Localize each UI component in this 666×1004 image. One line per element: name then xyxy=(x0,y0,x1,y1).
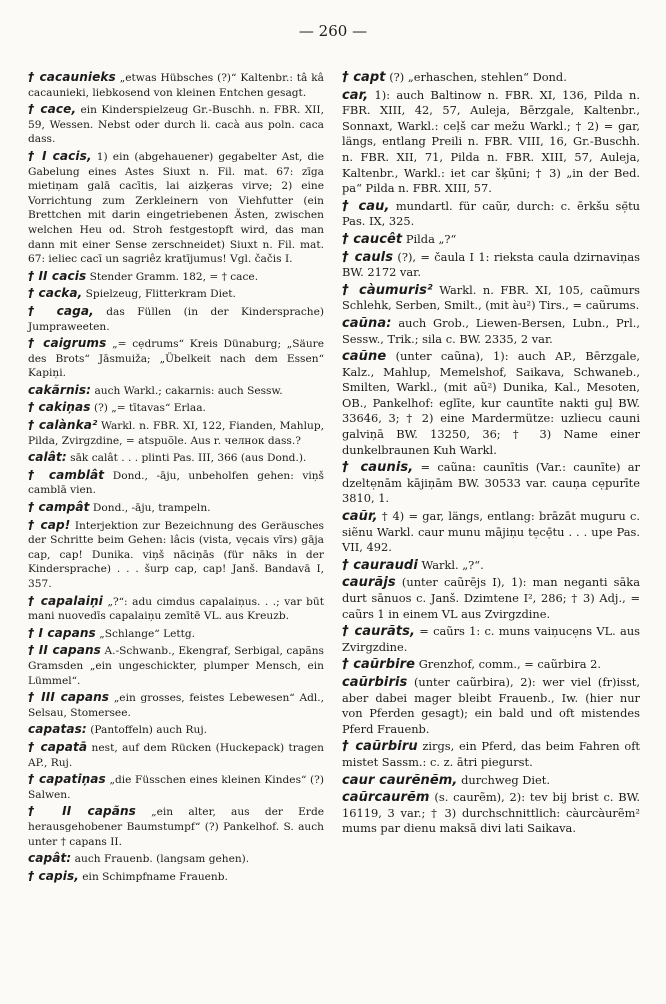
entry-body: 1): auch Baltinow n. FBR. XI, 136, Pilda n. FBR. XIII, 42, 57, Auleja, Bērzgale, Kaltenbr., Sonnaxt, Warkl.: ceļš car mežu Warkl.; † 2) = gar, längs, entlang Preili n. FBR. VIII, 16, Gr.-Buschh. n. FBR. XII, 71, Pilda n. FBR. XIII, 57, Auleja, Kaltenbr., Warkl.: iet car šķūni; † 3) „in der Bed. pa“ Pilda n. FBR. XIII, 57. xyxy=(342,87,640,196)
entry-headword: caũrcaurẽm xyxy=(342,790,430,806)
entry-body: „= cẹdrums“ Kreis Dünaburg; „Säure des Brots“ Jāsmuiža; „Übelkeit nach dem Essen“ Kapiņi. xyxy=(28,338,324,380)
entry-headword: † capt xyxy=(342,70,386,85)
dictionary-entry xyxy=(342,88,640,197)
entry-headword: † III capans xyxy=(28,690,110,705)
entry-body: Dond., -āju, unbeholfen gehen: viņš camblā vien. xyxy=(28,469,324,497)
dictionary-entry xyxy=(28,336,324,381)
entry-headword: calât: xyxy=(28,450,67,465)
entry-body: Grenzhof, comm., = caũrbira 2. xyxy=(415,657,602,672)
entry-body: Dond., -āju, trampeln. xyxy=(89,502,211,515)
entry-headword: caurãjs xyxy=(342,575,396,591)
entry-headword: † caũrbire xyxy=(342,657,416,673)
entry-body: nest, auf dem Rücken (Huckepack) tragen AP., Ruj. xyxy=(28,741,324,769)
entry-headword: caũr, xyxy=(342,509,378,525)
dictionary-entry xyxy=(342,199,640,230)
entry-body: (unter caũrbira), 2): wer viel (fr)isst, aber dabei mager bleibt Frauenb., Iw. (hier nur von Pferden gesagt); ein bald und oft mistendes Pferd Frauenb. xyxy=(342,674,640,736)
entry-body: ein Schimpfname Frauenb. xyxy=(78,870,228,883)
entry-headword: † capis, xyxy=(28,868,79,883)
dictionary-entry xyxy=(28,149,324,267)
dictionary-entry xyxy=(342,575,640,622)
entry-headword: capatas: xyxy=(28,722,87,737)
entry-body: Pilda „?“ xyxy=(402,231,457,246)
dictionary-entry xyxy=(342,460,640,507)
dictionary-entry xyxy=(28,740,324,770)
entry-body: auch Grob., Liewen-Bersen, Lubn., Prl., Sessw., Trik.; sila c. BW. 2335, 2 var. xyxy=(342,315,640,346)
dictionary-entry xyxy=(28,626,324,642)
entry-body: A.-Schwanb., Ekengraf, Serbigal, capãns Gramsden „ein ungeschickter, plumper Mensch, ein Lümmel“. xyxy=(28,645,324,687)
entry-headword: † II capãns xyxy=(28,804,136,819)
entry-headword: † II capans xyxy=(28,643,101,658)
dictionary-entry xyxy=(28,851,324,867)
dictionary-entry xyxy=(28,643,324,688)
entry-body: (?) „erhaschen, stehlen“ Dond. xyxy=(385,70,567,84)
entry-headword: † camblât xyxy=(28,467,105,482)
entry-headword: cakãrnis: xyxy=(28,382,92,397)
entry-headword: † calànka² xyxy=(28,418,98,433)
entry-headword: † cauraudi xyxy=(342,557,418,573)
dictionary-entry xyxy=(28,70,324,100)
entry-headword: caũna: xyxy=(342,315,392,331)
entry-headword: † campât xyxy=(28,500,90,515)
entry-body: auch Frauenb. (langsam gehen). xyxy=(71,853,250,866)
dictionary-entry xyxy=(28,722,324,738)
entry-headword: † càumuris² xyxy=(342,282,433,298)
entry-body: das Füllen (in der Kindersprache) Jumpraweeten. xyxy=(28,305,324,333)
dictionary-entry xyxy=(28,400,324,416)
dictionary-entry xyxy=(28,594,324,624)
dictionary-entry xyxy=(342,349,640,458)
dictionary-entry xyxy=(28,286,324,302)
page-number: — 260 — xyxy=(298,22,368,40)
dictionary-entry xyxy=(28,102,324,147)
dictionary-entry xyxy=(28,772,324,802)
entry-body: durchweg Diet. xyxy=(457,772,550,787)
entry-body: mundartl. für caũr, durch: c. ērkšu sẹ̄tu Pas. IX, 325. xyxy=(342,198,640,229)
entry-body: „?“: adu cimdus capalaiņus. . .; var būt mani nuovedīs capalaiņu zemītē VL. aus Kreuzb. xyxy=(28,595,325,623)
dictionary-entry xyxy=(28,304,324,334)
entry-headword: † caucêt xyxy=(342,231,403,247)
dictionary-entry xyxy=(28,468,324,498)
dictionary-entry xyxy=(28,450,324,466)
entry-body: 1) ein (abgehauener) gegabelter Ast, die Gabelung eines Astes Siuxt n. Fil. mat. 67: zīga mietiņam galā cacītis, lai aizķeras virve; 2) eine Vorrichtung zum Zerkleinern von Viehfutter (ein Brettchen mit darin eingetriebenen Ästen, zwischen welchen Heu od. Stroh festgestopft wird, das man dann mit einer Sense zerschneidet) Siuxt n. Fil. mat. 67: ieliec cacī un sagriêz kratījumus! Vgl. čačis I. xyxy=(28,150,324,266)
dictionary-entry xyxy=(28,269,324,285)
dictionary-entry xyxy=(342,283,640,314)
entry-body: „Schlange“ Lettg. xyxy=(95,627,196,640)
entry-headword: † cauls xyxy=(342,249,394,265)
entry-body: „ein grosses, feistes Lebewesen“ Adl., Selsau, Stomersee. xyxy=(28,692,324,719)
entry-body: (unter caũna), 1): auch AP., Bērzgale, Kalz., Mahlup, Memelshof, Saikava, Schwaneb., Smilten, Warkl., (mit aũ²) Dunika, Kal., Mesoten, OB., Pankelhof: eglīte, kur cauntīte nakti guļ BW. 33646, 3; † 2) eine Mardermütze: uzliecu cauni galviņā BW. 13250, 36; † 3) Name einer dunkelbraunen Kuh Warkl. xyxy=(342,349,640,457)
entry-headword: caũne xyxy=(342,349,387,365)
entry-body: Spielzeug, Flitterkram Diet. xyxy=(82,288,236,301)
entry-body: ein Kinderspielzeug Gr.-Buschh. n. FBR. XII, 59, Wessen. Nebst oder durch li. cacà aus poln. caca dass. xyxy=(28,104,324,146)
dictionary-entry xyxy=(28,804,324,849)
entry-headword: † cacaunieks xyxy=(28,70,116,84)
entry-body: (?) „= tītavas“ Erlaa. xyxy=(90,402,206,415)
dictionary-entry xyxy=(342,232,640,248)
entry-body: Warkl. n. FBR. XI, 122, Fianden, Mahlup, Pilda, Zvirgzdine, = atspuõle. Aus r. челнок dass.? xyxy=(28,420,324,447)
entry-headword: capât: xyxy=(28,851,72,866)
entry-headword: † capalaiņi xyxy=(28,593,103,608)
entry-headword: † cace, xyxy=(28,102,77,117)
right-column xyxy=(342,70,640,839)
entry-body: sāk calât . . . plinti Pas. III, 366 (aus Dond.). xyxy=(66,452,307,465)
dictionary-entry xyxy=(28,518,324,592)
entry-body: = caũrs 1: c. muns vaiņucẹns VL. aus Zvirgzdine. xyxy=(342,624,641,654)
dictionary-entry xyxy=(28,418,324,448)
dictionary-entry xyxy=(28,383,324,399)
dictionary-entry xyxy=(342,790,640,837)
entry-body: Warkl. n. FBR. XI, 105, caũmurs Schlehk, Serben, Smilt., (mit àu²) Tirs., = caũrums. xyxy=(342,282,641,313)
entry-headword: † caunis, xyxy=(342,460,414,476)
entry-headword: † capatā xyxy=(28,739,88,754)
entry-body: (s. caurẽm), 2): tev bij brist c. BW. 16119, 3 var.; † 3) durchschnittlich: càurcàurẽm² mums par dienu maksā divi lati Saikava. xyxy=(342,790,640,836)
left-column xyxy=(28,70,324,886)
entry-headword: caur caurẽnẽm, xyxy=(342,772,458,788)
entry-body: auch Warkl.; cakarnis: auch Sessw. xyxy=(91,384,283,397)
entry-headword: caũrbiris xyxy=(342,674,408,690)
entry-headword: † cau, xyxy=(342,198,390,214)
dictionary-entry xyxy=(28,500,324,516)
entry-body: „ein alter, aus der Erde herausgehobener Baumstumpf“ (?) Pankelhof. S. auch unter † capans II. xyxy=(28,806,324,848)
entry-headword: † II cacis xyxy=(28,268,87,283)
entry-body: (unter caũrējs I), 1): man neganti sāka durt sānuos c. Janš. Dzimtene I², 286; † 3) Adj., = caũrs 1 in einem VL aus Zvirgzdine. xyxy=(342,575,640,621)
entry-body: = caũna: caunītis (Var.: caunīte) ar dzeltẹnām kājiņām BW. 30533 var. cauņa cẹpurīte 3810, 1. xyxy=(342,460,640,506)
dictionary-entry xyxy=(342,70,640,86)
entry-body: † 4) = gar, längs, entlang: brāzāt muguru c. siẽnu Warkl. caur munu mājiņu tẹcẹ̄tu . . . upe Pas. VII, 492. xyxy=(342,509,640,555)
entry-headword: † caigrums xyxy=(28,336,107,351)
dictionary-entry xyxy=(342,509,640,556)
dictionary-entry xyxy=(342,675,640,737)
entry-headword: † cap! xyxy=(28,517,71,532)
entry-body: „die Füsschen eines kleinen Kindes“ (?) Salwen. xyxy=(28,774,324,801)
dictionary-entry xyxy=(28,869,324,885)
dictionary-entry xyxy=(342,657,640,673)
dictionary-entry xyxy=(342,773,640,789)
dictionary-entry xyxy=(342,316,640,347)
entry-body: „etwas Hübsches (?)“ Kaltenbr.: tâ kâ cacaunieki, liebkosend von kleinen Entchen gesagt. xyxy=(28,72,324,99)
dictionary-entry xyxy=(342,624,640,655)
entry-headword: † cakiņas xyxy=(28,400,91,415)
entry-body: Warkl. „?“. xyxy=(417,557,484,572)
entry-body: (?), = čaula I 1: rieksta caula dzirnaviņas BW. 2172 var. xyxy=(342,249,640,280)
entry-headword: † caũrbiru xyxy=(342,739,418,755)
entry-headword: † caurãts, xyxy=(342,624,416,640)
entry-headword: † cacka, xyxy=(28,286,83,301)
dictionary-entry xyxy=(342,739,640,770)
entry-headword: car, xyxy=(342,87,369,103)
dictionary-entry xyxy=(342,250,640,281)
entry-headword: † capatiņas xyxy=(28,772,106,787)
entry-body: Interjektion zur Bezeichnung des Geräusches der Schritte beim Gehen: lâcis (vista, vẹcais vīrs) gāja cap, cap! Dunika. viņš nāciņās (für nāks in der Kindersprache) . . . šurp cap, cap! Janš. Bandavā I, 357. xyxy=(28,519,324,590)
entry-body: Stender Gramm. 182, = † cace. xyxy=(86,270,259,283)
entry-body: (Pantoffeln) auch Ruj. xyxy=(86,724,208,737)
dictionary-entry xyxy=(28,690,324,720)
entry-body: zirgs, ein Pferd, das beim Fahren oft mistet Sassm.: c. z. ātri piegurst. xyxy=(342,739,640,769)
entry-headword: † I cacis, xyxy=(28,148,92,163)
entry-headword: † caga, xyxy=(28,303,94,318)
entry-headword: † I capans xyxy=(28,625,96,640)
dictionary-entry xyxy=(342,558,640,574)
